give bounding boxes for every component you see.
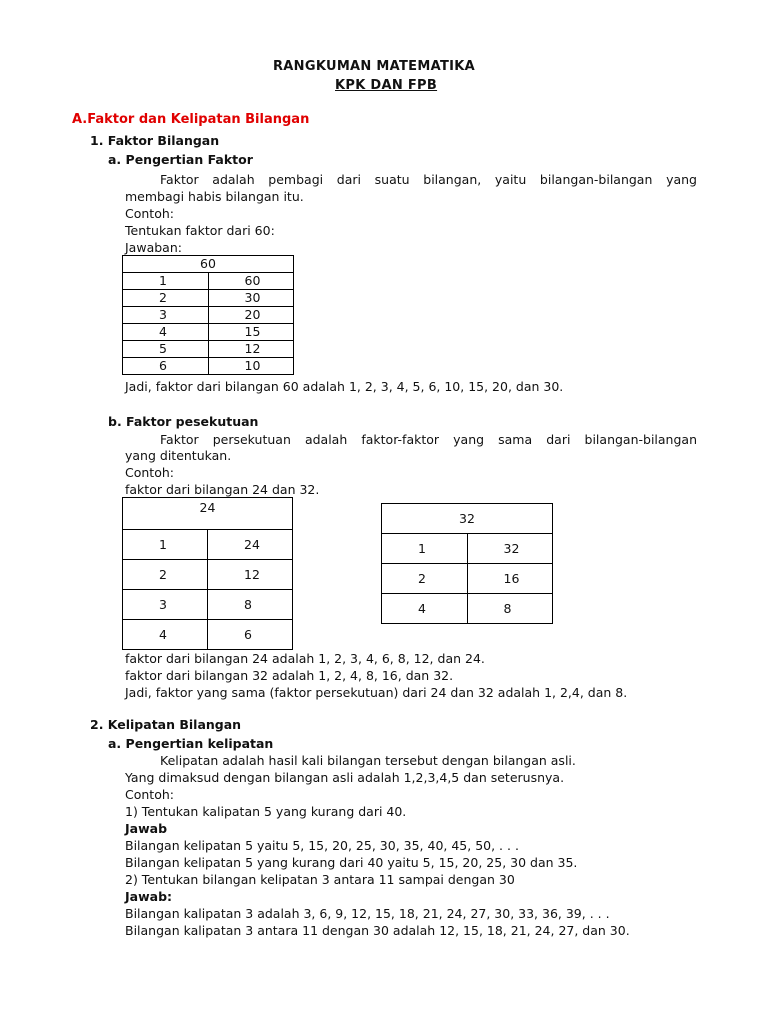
jawab-label: Jawab: bbox=[125, 889, 173, 904]
paragraph-line: Yang dimaksud dengan bilangan asli adalah 1,2,3,4,5 dan seterusnya. bbox=[125, 770, 565, 785]
question-text: Tentukan faktor dari 60: bbox=[125, 223, 275, 238]
question-text: faktor dari bilangan 24 dan 32. bbox=[125, 482, 320, 497]
table-row: 1 32 bbox=[382, 534, 553, 564]
table-row: 6 10 bbox=[123, 358, 294, 375]
table-row: 2 12 bbox=[123, 560, 293, 590]
table-header: 24 bbox=[123, 498, 293, 530]
table-row: 3 20 bbox=[123, 307, 294, 324]
table-header: 60 bbox=[123, 256, 294, 273]
factor-list-32: faktor dari bilangan 32 adalah 1, 2, 4, 8, 16, dan 32. bbox=[125, 668, 454, 683]
kelipatan-bilangan-heading: 2. Kelipatan Bilangan bbox=[90, 717, 242, 732]
table-row: 1 60 bbox=[123, 273, 294, 290]
table-row: 3 8 bbox=[123, 590, 293, 620]
conclusion-text: Jadi, faktor dari bilangan 60 adalah 1, 2, 3, 4, 5, 6, 10, 15, 20, dan 30. bbox=[125, 379, 564, 394]
paragraph-line: membagi habis bilangan itu. bbox=[125, 189, 304, 204]
jawaban-label: Jawaban: bbox=[125, 240, 182, 255]
contoh-label: Contoh: bbox=[125, 206, 174, 221]
faktor-persekutuan-heading: b. Faktor pesekutuan bbox=[108, 414, 259, 429]
paragraph-line: Kelipatan adalah hasil kali bilangan tersebut dengan bilangan asli. bbox=[160, 753, 576, 768]
table-row: 2 30 bbox=[123, 290, 294, 307]
contoh-label: Contoh: bbox=[125, 465, 174, 480]
answer-text: Bilangan kalipatan 3 adalah 3, 6, 9, 12, 15, 18, 21, 24, 27, 30, 33, 36, 39, . . . bbox=[125, 906, 610, 921]
paragraph-line: yang ditentukan. bbox=[125, 448, 232, 463]
contoh-label: Contoh: bbox=[125, 787, 174, 802]
table-row: 4 6 bbox=[123, 620, 293, 650]
factor-list-24: faktor dari bilangan 24 adalah 1, 2, 3, 4, 6, 8, 12, dan 24. bbox=[125, 651, 485, 666]
factor-table-32 bbox=[381, 503, 553, 624]
faktor-bilangan-heading: 1. Faktor Bilangan bbox=[90, 133, 220, 148]
table-header: 32 bbox=[382, 504, 553, 534]
factor-table-60 bbox=[122, 255, 294, 375]
pengertian-kelipatan-heading: a. Pengertian kelipatan bbox=[108, 736, 274, 751]
answer-text: Bilangan kelipatan 5 yaitu 5, 15, 20, 25, 30, 35, 40, 45, 50, . . . bbox=[125, 838, 519, 853]
table-row: 5 12 bbox=[123, 341, 294, 358]
question-text: 2) Tentukan bilangan kelipatan 3 antara 11 sampai dengan 30 bbox=[125, 872, 515, 887]
table-row: 1 24 bbox=[123, 530, 293, 560]
factor-table-24 bbox=[122, 497, 293, 650]
question-text: 1) Tentukan kalipatan 5 yang kurang dari 40. bbox=[125, 804, 407, 819]
conclusion-text: Jadi, faktor yang sama (faktor persekutuan) dari 24 dan 32 adalah 1, 2,4, dan 8. bbox=[125, 685, 628, 700]
paragraph-line: Faktor adalah pembagi dari suatu bilangan, yaitu bilangan-bilangan yang bbox=[160, 172, 697, 187]
table-row: 2 16 bbox=[382, 564, 553, 594]
table-row: 4 8 bbox=[382, 594, 553, 624]
jawab-label: Jawab bbox=[125, 821, 168, 836]
answer-text: Bilangan kalipatan 3 antara 11 dengan 30 adalah 12, 15, 18, 21, 24, 27, dan 30. bbox=[125, 923, 630, 938]
pengertian-faktor-heading: a. Pengertian Faktor bbox=[108, 152, 253, 167]
answer-text: Bilangan kelipatan 5 yang kurang dari 40 yaitu 5, 15, 20, 25, 30 dan 35. bbox=[125, 855, 578, 870]
document-subtitle: KPK DAN FPB bbox=[335, 78, 438, 93]
paragraph-line: Faktor persekutuan adalah faktor-faktor yang sama dari bilangan-bilangan bbox=[160, 432, 697, 447]
section-a-heading: A.Faktor dan Kelipatan Bilangan bbox=[72, 112, 310, 127]
table-row: 4 15 bbox=[123, 324, 294, 341]
document-title: RANGKUMAN MATEMATIKA bbox=[273, 59, 475, 74]
